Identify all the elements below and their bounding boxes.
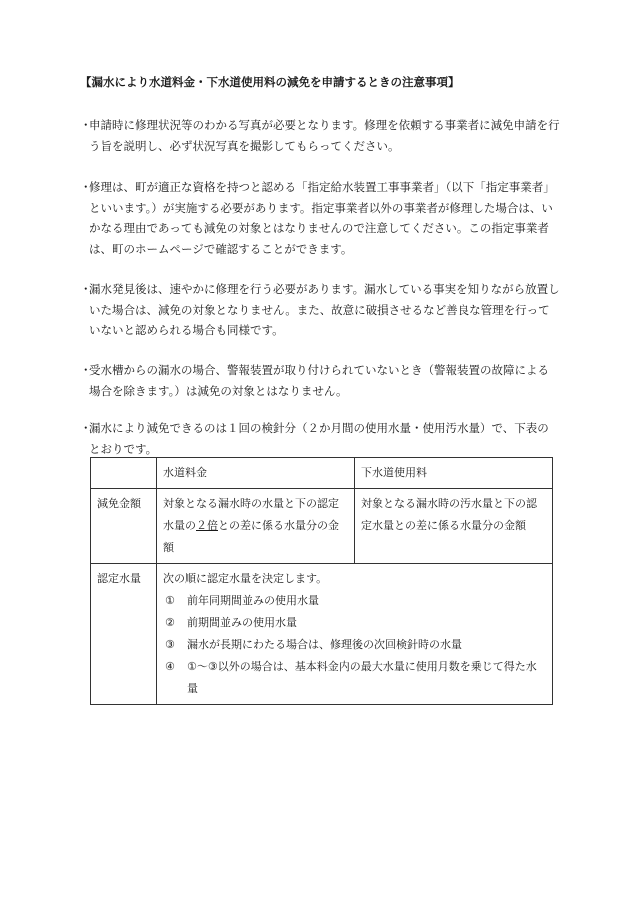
step-number: ② xyxy=(165,616,175,629)
step-text: 漏水が長期にわたる場合は、修理後の次回検針時の水量 xyxy=(187,638,462,651)
notice-item-prompt-repair xyxy=(80,279,560,341)
notice-item-water-tank xyxy=(80,360,560,401)
water-text-before: 対象となる漏水時の水量と下の認定水量の xyxy=(163,497,339,532)
notice-text: 申請時に修理状況等のわかる写真が必要となります。修理を依頼する事業者に減免申請を行う旨を説明し、必ず状況写真を撮影してもらってください。 xyxy=(89,118,560,153)
water-text-after: との差に係る水量分の金額 xyxy=(163,519,339,554)
step-text: ①～③以外の場合は、基本料金内の最大水量に使用月数を乗じて得た水量 xyxy=(187,660,537,695)
notice-text: 受水槽からの漏水の場合、警報装置が取り付けられていないとき（警報装置の故障による場合を除きます。）は減免の対象とはなりません。 xyxy=(89,363,549,398)
row-label-reduction-amount: 減免金額 xyxy=(91,489,157,564)
water-text-underlined: ２倍 xyxy=(196,519,218,532)
bullet: ・ xyxy=(80,421,92,435)
table-header-water: 水道料金 xyxy=(157,458,355,489)
cell-water-reduction xyxy=(157,489,355,564)
notice-item-reduction-scope xyxy=(80,418,560,459)
cell-sewer-reduction: 対象となる漏水時の汚水量と下の認定水量との差に係る水量分の金額 xyxy=(355,489,553,564)
row-label-certified-volume: 認定水量 xyxy=(91,564,157,705)
certified-intro: 次の順に認定水量を決定します。 xyxy=(163,572,328,585)
certified-step xyxy=(163,634,546,656)
bullet: ・ xyxy=(80,118,92,132)
bullet: ・ xyxy=(80,282,92,296)
table-row-reduction-amount xyxy=(91,489,553,564)
notice-text: 修理は、町が適正な資格を持つと認める「指定給水装置工事事業者」（以下「指定事業者」といいます。）が実施する必要があります。指定事業者以外の事業者が修理した場合は、いかなる理由であっても減免の対象とはなりませんので注意してください。この指定事業者は、町のホームページで確認することができます。 xyxy=(89,180,555,256)
notice-text: 漏水により減免できるのは１回の検針分（２か月間の使用水量・使用汚水量）で、下表のとおりです。 xyxy=(89,421,549,456)
bullet: ・ xyxy=(80,180,92,194)
step-number: ③ xyxy=(165,638,175,651)
table-header-row xyxy=(91,458,553,489)
bullet: ・ xyxy=(80,363,92,377)
step-number: ④ xyxy=(165,660,175,673)
step-number: ① xyxy=(165,594,175,607)
certified-step xyxy=(163,656,546,700)
certified-step xyxy=(163,590,546,612)
notice-item-contractor xyxy=(80,177,560,259)
table-row-certified-volume xyxy=(91,564,553,705)
certified-step xyxy=(163,612,546,634)
step-text: 前期間並みの使用水量 xyxy=(187,616,297,629)
table-header-sewer: 下水道使用料 xyxy=(355,458,553,489)
notice-text: 漏水発見後は、速やかに修理を行う必要があります。漏水している事実を知りながら放置しいた場合は、減免の対象となりません。また、故意に破損させるなど善良な管理を行っていないと認められる場合も同様です。 xyxy=(89,282,560,337)
notice-item-photo xyxy=(80,115,560,156)
cell-certified-volume xyxy=(157,564,553,705)
step-text: 前年同期間並みの使用水量 xyxy=(187,594,319,607)
reduction-table xyxy=(90,457,553,705)
table-header-cell-empty xyxy=(91,458,157,489)
document-title: 【漏水により水道料金・下水道使用料の減免を申請するときの注意事項】 xyxy=(80,75,460,89)
